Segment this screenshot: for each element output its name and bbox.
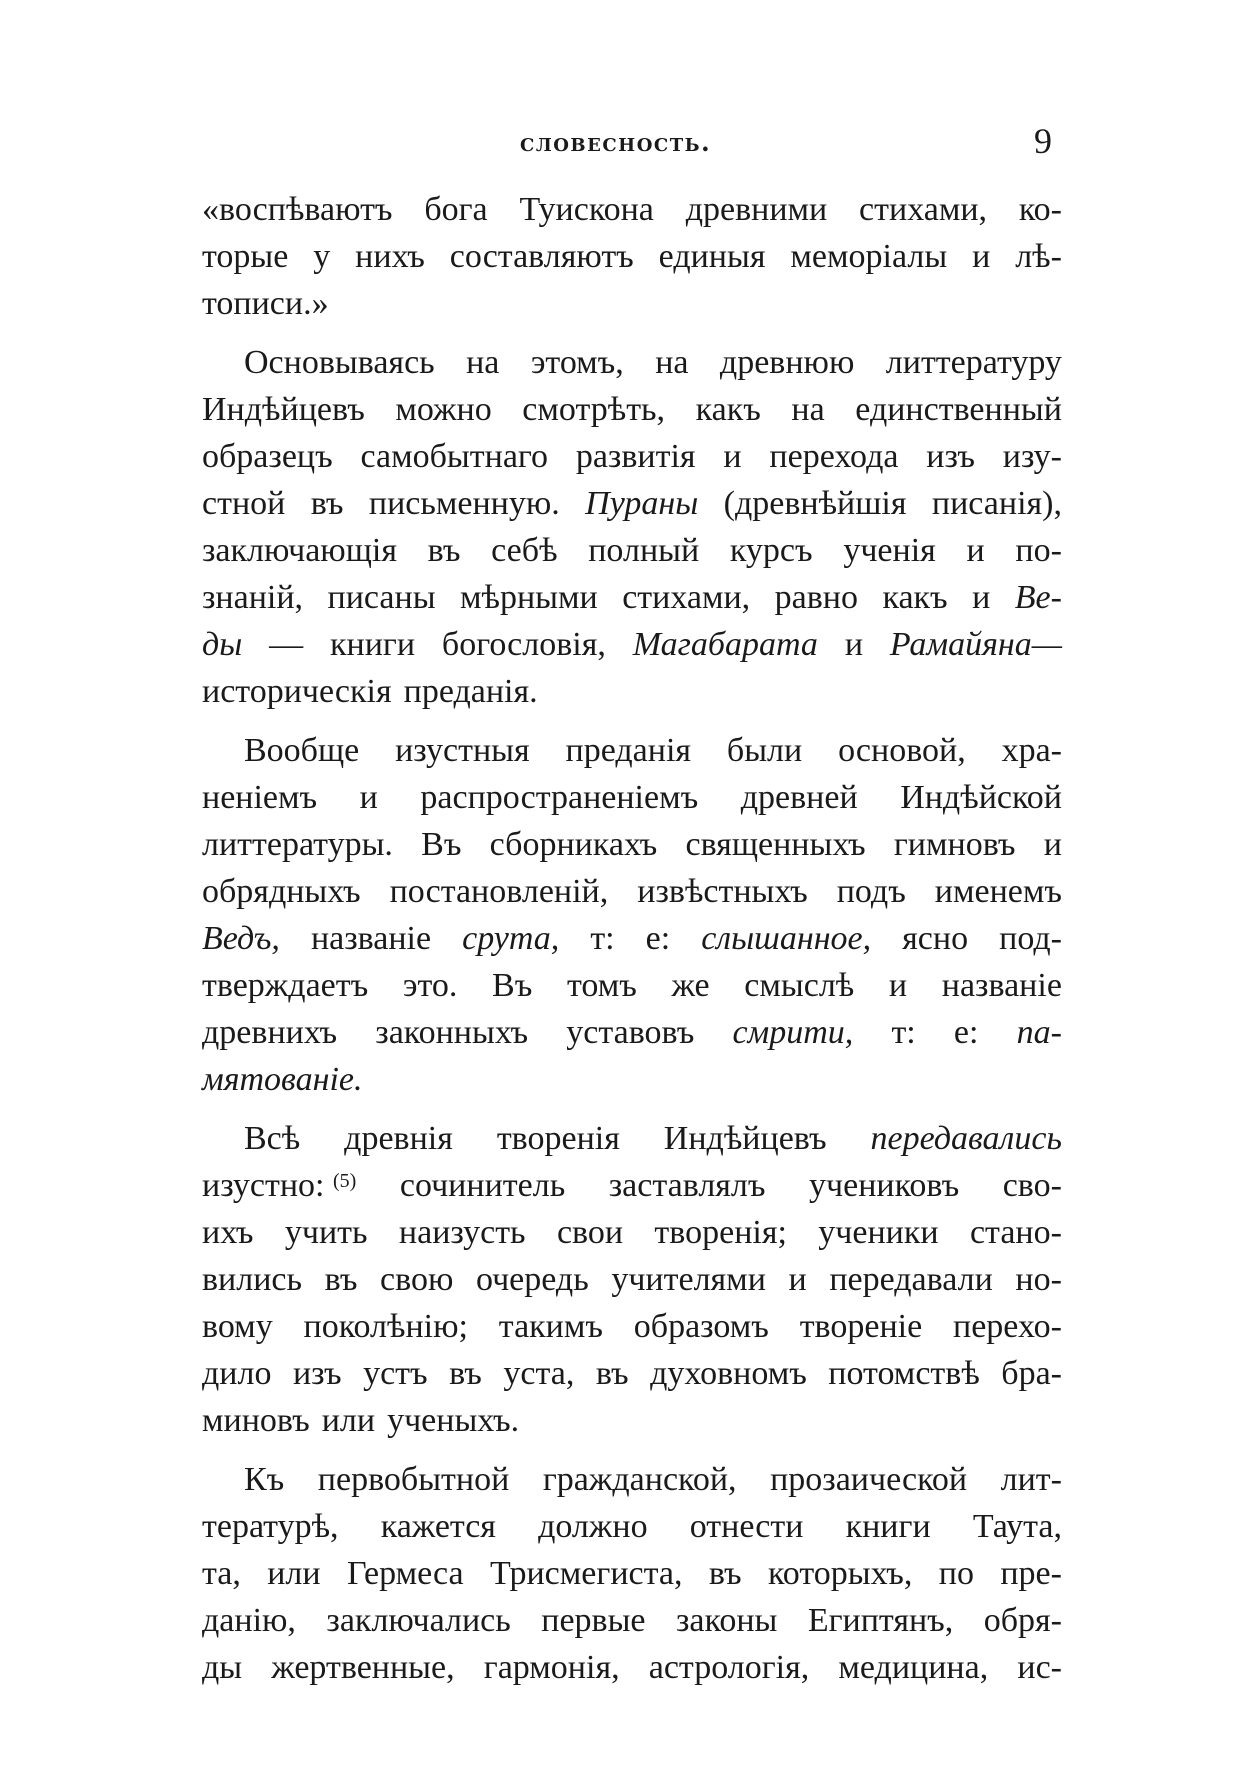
word: себѣ xyxy=(491,532,558,569)
word: и xyxy=(888,967,908,1004)
word: передавали xyxy=(829,1261,993,1298)
word: сочинитель xyxy=(399,1167,566,1204)
italic-term: па- xyxy=(1016,1014,1062,1051)
word: въ xyxy=(449,1355,482,1392)
word: распространеніемъ xyxy=(420,779,699,816)
word: ис- xyxy=(1017,1649,1062,1686)
word: учителями xyxy=(611,1261,766,1298)
word: перехода xyxy=(769,438,899,475)
word: развитія xyxy=(575,438,696,475)
word: вились xyxy=(202,1261,303,1298)
word: кажется xyxy=(380,1508,496,1545)
word: Въ xyxy=(421,826,462,863)
word: тверждаетъ xyxy=(202,967,369,1004)
word: изъ xyxy=(292,1355,342,1392)
word: равно xyxy=(774,579,858,616)
word: самобытнаго xyxy=(360,438,549,475)
word: заключающія xyxy=(202,532,397,569)
word: бога xyxy=(424,191,488,228)
word: первые xyxy=(541,1602,646,1639)
word: свою xyxy=(380,1261,454,1298)
text-line xyxy=(202,1597,1062,1644)
word: древнюю xyxy=(719,344,855,381)
word: томъ xyxy=(566,967,637,1004)
word: Индѣйской xyxy=(900,779,1062,816)
word: дило xyxy=(202,1355,272,1392)
word: уста, xyxy=(503,1355,575,1392)
italic-term: передавались xyxy=(870,1120,1062,1157)
word: или xyxy=(267,1555,321,1592)
italic-term: смрити, xyxy=(732,1014,854,1051)
text-line xyxy=(202,339,1062,386)
word: гимновъ xyxy=(893,826,1016,863)
word: гражданской, xyxy=(542,1461,737,1498)
word: законныхъ xyxy=(375,1014,529,1051)
word: нихъ xyxy=(355,238,425,275)
word: писаны xyxy=(327,579,436,616)
word: изъ xyxy=(926,438,975,475)
word: литтературу xyxy=(885,344,1062,381)
word: стной xyxy=(202,485,286,522)
text-line xyxy=(202,574,1062,621)
word: извѣстныхъ xyxy=(637,873,808,910)
word: этомъ, xyxy=(530,344,624,381)
word: уставовъ xyxy=(566,1014,695,1051)
word: неніемъ xyxy=(202,779,318,816)
word: «воспѣваютъ xyxy=(202,191,393,228)
word: и xyxy=(966,532,985,569)
word: по xyxy=(938,1555,974,1592)
text-line xyxy=(202,386,1062,433)
word: ученыхъ. xyxy=(387,1402,520,1439)
word: древней xyxy=(740,779,858,816)
word: под- xyxy=(999,920,1062,957)
word: единственный xyxy=(855,391,1062,428)
word: торые xyxy=(202,238,289,275)
word: какъ xyxy=(882,579,948,616)
text-line xyxy=(202,915,1062,962)
word: и xyxy=(723,438,742,475)
word: хра- xyxy=(1001,732,1062,769)
word: Всѣ xyxy=(244,1120,301,1157)
word: перехо- xyxy=(953,1308,1062,1345)
text-line xyxy=(202,1503,1062,1550)
text-line xyxy=(202,621,1062,668)
word: единыя xyxy=(658,238,766,275)
word: духовномъ xyxy=(650,1355,807,1392)
word: на xyxy=(466,344,500,381)
text-line xyxy=(202,668,1062,715)
word: въ xyxy=(324,1261,358,1298)
word: изустныя xyxy=(395,732,530,769)
word: литтературы. xyxy=(202,826,393,863)
word: Въ xyxy=(492,967,533,1004)
word: сборникахъ xyxy=(489,826,658,863)
word: меморіалы xyxy=(790,238,948,275)
italic-term: слышанное, xyxy=(701,920,872,957)
word: смотрѣть, xyxy=(522,391,666,428)
word: наизусть xyxy=(398,1214,526,1251)
word: именемъ xyxy=(934,873,1062,910)
word: Гермеса xyxy=(346,1555,464,1592)
word: можно xyxy=(395,391,492,428)
body-text xyxy=(202,186,1062,1691)
word: или xyxy=(321,1402,376,1439)
word: по- xyxy=(1015,532,1062,569)
word: основой, xyxy=(838,732,966,769)
word: мѣрными xyxy=(460,579,598,616)
word: названіе xyxy=(941,967,1062,1004)
word: книги xyxy=(329,626,416,663)
word: Индѣйцевъ xyxy=(202,391,365,428)
italic-term: Пураны xyxy=(585,485,699,522)
running-title: словесность. xyxy=(520,128,712,157)
word: и xyxy=(788,1261,807,1298)
word: очередь xyxy=(475,1261,589,1298)
text-line xyxy=(202,1115,1062,1162)
word: медицина, xyxy=(838,1649,989,1686)
word: на xyxy=(655,344,689,381)
word: въ xyxy=(595,1355,629,1392)
italic-term: Ведъ, xyxy=(202,920,280,957)
word: обрядныхъ xyxy=(202,873,361,910)
word: жертвенные, xyxy=(271,1649,455,1686)
footnote-reference[interactable]: (5) xyxy=(333,1170,357,1192)
word: стихами, xyxy=(859,191,988,228)
word: т: xyxy=(590,920,615,957)
text-line xyxy=(202,433,1062,480)
word: въ xyxy=(310,485,344,522)
word: курсъ xyxy=(729,532,813,569)
word: ко- xyxy=(1018,191,1062,228)
word: писанія), xyxy=(931,485,1062,522)
word: бра- xyxy=(1001,1355,1062,1392)
text-line xyxy=(202,186,1062,233)
word: лит- xyxy=(1000,1461,1062,1498)
word: твореніе xyxy=(799,1308,923,1345)
italic-term: срута, xyxy=(462,920,560,957)
word: составляютъ xyxy=(449,238,634,275)
word: та, xyxy=(202,1555,241,1592)
word: древнихъ xyxy=(202,1014,338,1051)
word: ученики xyxy=(818,1214,939,1251)
text-line xyxy=(202,480,1062,527)
word: въ xyxy=(427,532,461,569)
word: же xyxy=(671,967,710,1004)
text-line xyxy=(202,1456,1062,1503)
word: должно xyxy=(538,1508,648,1545)
word: стано- xyxy=(969,1214,1062,1251)
word: Индѣйцевъ xyxy=(663,1120,827,1157)
word: письменную. xyxy=(368,485,560,522)
text-line xyxy=(202,1550,1062,1597)
text-line xyxy=(202,868,1062,915)
italic-term: Магабарата xyxy=(632,626,818,663)
word: но- xyxy=(1015,1261,1062,1298)
word: въ xyxy=(708,1555,742,1592)
word: какъ xyxy=(695,391,761,428)
word: — xyxy=(269,626,304,663)
word: учениковъ xyxy=(809,1167,960,1204)
word: потомствѣ xyxy=(828,1355,980,1392)
text-line xyxy=(202,1162,1062,1209)
italic-term: Рамайяна— xyxy=(889,626,1062,663)
word: вому xyxy=(202,1308,273,1345)
word: ихъ xyxy=(202,1214,254,1251)
word: заставлялъ xyxy=(608,1167,766,1204)
word: Туискона xyxy=(519,191,654,228)
text-line xyxy=(202,1303,1062,1350)
word: ясно xyxy=(902,920,969,957)
word: и xyxy=(359,779,378,816)
word: образомъ xyxy=(633,1308,769,1345)
word: и xyxy=(844,626,864,663)
text-line xyxy=(202,280,1062,327)
word: гармонія, xyxy=(483,1649,620,1686)
text-line xyxy=(202,1397,1062,1444)
text-line xyxy=(202,527,1062,574)
word: изу- xyxy=(1002,438,1062,475)
word: ученія xyxy=(843,532,936,569)
word: законы xyxy=(676,1602,778,1639)
word: древними xyxy=(685,191,828,228)
text-line xyxy=(202,1256,1062,1303)
word: тописи.» xyxy=(202,285,329,322)
word: знаній, xyxy=(202,579,304,616)
word: Къ xyxy=(244,1461,285,1498)
word: были xyxy=(726,732,803,769)
word: Египтянъ, xyxy=(807,1602,954,1639)
word: свои xyxy=(556,1214,624,1251)
word: творенія xyxy=(496,1120,620,1157)
word: обря- xyxy=(983,1602,1062,1639)
word: которыхъ, xyxy=(768,1555,913,1592)
word: тературѣ, xyxy=(202,1508,339,1545)
word: Основываясь xyxy=(244,344,435,381)
word: полный xyxy=(588,532,700,569)
word: такимъ xyxy=(498,1308,603,1345)
word: Таута, xyxy=(972,1508,1062,1545)
word: миновъ xyxy=(202,1402,310,1439)
word: названіе xyxy=(310,920,432,957)
text-line xyxy=(202,233,1062,280)
italic-term: мятованіе. xyxy=(202,1061,363,1098)
word: преданія. xyxy=(403,673,538,710)
word: Трисмегиста, xyxy=(490,1555,683,1592)
word: заключались xyxy=(326,1602,511,1639)
word: творенія; xyxy=(654,1214,787,1251)
word: данію, xyxy=(202,1602,296,1639)
word: на xyxy=(791,391,825,428)
word: и xyxy=(972,579,991,616)
word: и xyxy=(1043,826,1062,863)
italic-term: ды xyxy=(202,626,243,663)
word: отнести xyxy=(689,1508,804,1545)
word: е: xyxy=(645,920,671,957)
word: лѣ- xyxy=(1015,238,1062,275)
word: т: xyxy=(891,1014,916,1051)
word: древнія xyxy=(344,1120,453,1157)
word: и xyxy=(972,238,991,275)
text-line xyxy=(202,727,1062,774)
word: священныхъ xyxy=(685,826,866,863)
text-line xyxy=(202,1644,1062,1691)
word: смыслѣ xyxy=(744,967,855,1004)
word: прозаической xyxy=(770,1461,968,1498)
word: образецъ xyxy=(202,438,333,475)
word: это. xyxy=(402,967,458,1004)
word: поколѣнію; xyxy=(303,1308,468,1345)
text-line xyxy=(202,1350,1062,1397)
word: подъ xyxy=(836,873,906,910)
text-line xyxy=(202,1056,1062,1103)
word: (древнѣйшія xyxy=(723,485,907,522)
word: изустно: xyxy=(202,1167,325,1204)
page-number: 9 xyxy=(1034,121,1052,161)
word: ды xyxy=(202,1649,243,1686)
text-line xyxy=(202,774,1062,821)
word: постановленій, xyxy=(389,873,609,910)
text-line xyxy=(202,1209,1062,1256)
italic-term: Ве- xyxy=(1014,579,1062,616)
word: стихами, xyxy=(622,579,751,616)
word: пре- xyxy=(1000,1555,1062,1592)
word: Вообще xyxy=(244,732,360,769)
word: устъ xyxy=(363,1355,428,1392)
word: е: xyxy=(953,1014,979,1051)
word: первобытной xyxy=(317,1461,510,1498)
word: историческія xyxy=(202,673,392,710)
word: сво- xyxy=(1002,1167,1062,1204)
word: астрологія, xyxy=(648,1649,810,1686)
text-line xyxy=(202,962,1062,1009)
word: богословія, xyxy=(441,626,606,663)
word: книги xyxy=(845,1508,931,1545)
word: преданія xyxy=(565,732,692,769)
text-line xyxy=(202,1009,1062,1056)
text-line xyxy=(202,821,1062,868)
word: учить xyxy=(284,1214,368,1251)
word: у xyxy=(313,238,331,275)
